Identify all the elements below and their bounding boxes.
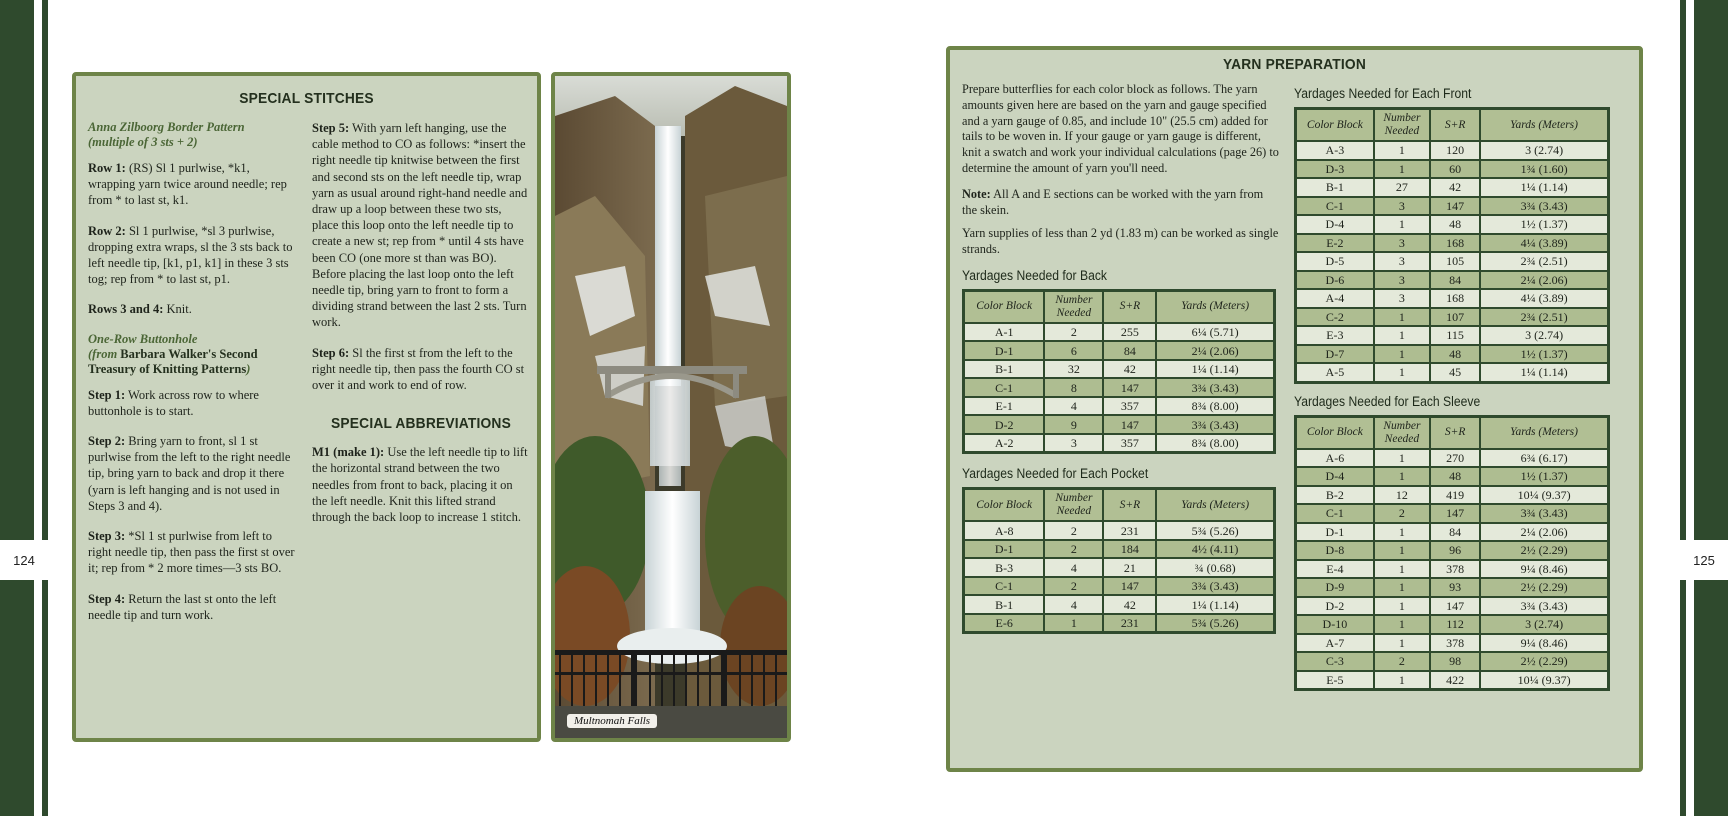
table-header-row — [964, 290, 1275, 323]
cell-yards-meters: 1¼ (1.14) — [1156, 595, 1274, 614]
table-row — [1296, 634, 1609, 653]
cell-number-needed: 1 — [1374, 671, 1430, 690]
cell-color-block: D-1 — [1296, 523, 1374, 542]
cell-yards-meters: ¾ (0.68) — [1156, 558, 1274, 577]
cell-yards-meters: 1½ (1.37) — [1480, 215, 1608, 234]
header-number-needed: Number Needed — [1044, 290, 1103, 323]
step1-instruction: Step 1: Work across row to where buttonhole is to start. — [88, 387, 259, 418]
header-sr: S+R — [1103, 290, 1156, 323]
table-row — [964, 558, 1275, 577]
table-row — [1296, 234, 1609, 253]
cell-sr: 98 — [1430, 652, 1480, 671]
front-table-title: Yardages Needed for Each Front — [1294, 86, 1472, 101]
cell-sr: 168 — [1430, 234, 1480, 253]
cell-color-block: B-1 — [964, 595, 1045, 614]
table-row — [1296, 486, 1609, 505]
cell-yards-meters: 1¼ (1.14) — [1480, 178, 1608, 197]
step5-instruction: Step 5: With yarn left hanging, use the cable method to CO as follows: *insert the right needle tip knitwise between the first and second sts on the left needle tip, wrap yarn as usual around right-hand needle and draw up a loop between these two sts, place this loop onto the left needle tip to create a new st; rep from * until 4 sts have been CO (one more st than was BO). Before placing the last loop onto the left needle tip, bring yarn to front to form a dividing strand between the last 2 sts. Turn work. — [312, 121, 528, 330]
table-row — [964, 540, 1275, 559]
cell-color-block: D-9 — [1296, 578, 1374, 597]
cell-color-block: D-8 — [1296, 541, 1374, 560]
cell-number-needed: 2 — [1044, 521, 1103, 540]
waterfall-photo — [551, 72, 791, 742]
cell-number-needed: 2 — [1044, 577, 1103, 596]
table-row — [1296, 523, 1609, 542]
sleeve-yardage-table — [1294, 415, 1610, 692]
cell-color-block: D-10 — [1296, 615, 1374, 634]
cell-yards-meters: 1¼ (1.14) — [1480, 363, 1608, 382]
header-color-block: Color Block — [1296, 416, 1374, 449]
cell-number-needed: 4 — [1044, 558, 1103, 577]
cell-yards-meters: 3¾ (3.43) — [1156, 415, 1274, 434]
table-row — [1296, 671, 1609, 690]
cell-sr: 112 — [1430, 615, 1480, 634]
back-table-title: Yardages Needed for Back — [962, 267, 1107, 283]
cell-sr: 147 — [1430, 197, 1480, 216]
cell-color-block: E-6 — [964, 614, 1045, 633]
cell-number-needed: 4 — [1044, 397, 1103, 416]
table-row — [1296, 615, 1609, 634]
cell-yards-meters: 10¼ (9.37) — [1480, 486, 1608, 505]
cell-number-needed: 1 — [1374, 578, 1430, 597]
table-row — [1296, 271, 1609, 290]
step2-instruction: Step 2: Bring yarn to front, sl 1 st purlwise from the left to the right needle tip, bring yarn to back and drop it there (yarn is left hanging and is not used in Steps 3 and 4). — [88, 434, 291, 513]
cell-number-needed: 2 — [1044, 323, 1103, 342]
photo-caption: Multnomah Falls — [567, 714, 657, 728]
cell-number-needed: 1 — [1374, 467, 1430, 486]
cell-sr: 147 — [1103, 415, 1156, 434]
cell-sr: 93 — [1430, 578, 1480, 597]
cell-yards-meters: 2½ (2.29) — [1480, 541, 1608, 560]
cell-yards-meters: 3 (2.74) — [1480, 615, 1608, 634]
cell-color-block: A-3 — [1296, 141, 1374, 160]
left-edge-stripe — [0, 0, 34, 816]
cell-sr: 96 — [1430, 541, 1480, 560]
cell-number-needed: 1 — [1374, 215, 1430, 234]
cell-sr: 378 — [1430, 634, 1480, 653]
yarn-preparation-title: YARN PREPARATION — [1222, 56, 1367, 73]
header-sr: S+R — [1430, 109, 1480, 142]
cell-yards-meters: 2¼ (2.06) — [1156, 341, 1274, 360]
cell-yards-meters: 1½ (1.37) — [1480, 345, 1608, 364]
cell-yards-meters: 2¾ (2.51) — [1480, 252, 1608, 271]
cell-yards-meters: 5¾ (5.26) — [1156, 614, 1274, 633]
table-row — [1296, 160, 1609, 179]
cell-number-needed: 1 — [1374, 308, 1430, 327]
cell-number-needed: 1 — [1374, 160, 1430, 179]
cell-number-needed: 3 — [1374, 252, 1430, 271]
rows34-instruction: Rows 3 and 4: Knit. — [88, 302, 192, 317]
table-row — [1296, 449, 1609, 468]
table-row — [964, 397, 1275, 416]
cell-color-block: C-2 — [1296, 308, 1374, 327]
cell-color-block: A-8 — [964, 521, 1045, 540]
step6-instruction: Step 6: Sl the first st from the left to the right needle tip, then pass the fourth CO st over it and work to end of row. — [312, 345, 525, 393]
cell-color-block: B-1 — [1296, 178, 1374, 197]
cell-sr: 48 — [1430, 467, 1480, 486]
sleeve-table-title: Yardages Needed for Each Sleeve — [1294, 393, 1481, 409]
stitches-column-1 — [88, 120, 298, 637]
cell-number-needed: 2 — [1374, 504, 1430, 523]
cell-color-block: D-3 — [1296, 160, 1374, 179]
special-abbreviations-title: SPECIAL ABBREVIATIONS — [331, 415, 511, 433]
cell-yards-meters: 8¾ (8.00) — [1156, 397, 1274, 416]
cell-number-needed: 1 — [1374, 597, 1430, 616]
cell-color-block: B-2 — [1296, 486, 1374, 505]
yarn-preparation-panel — [946, 46, 1643, 772]
cell-number-needed: 4 — [1044, 595, 1103, 614]
cell-number-needed: 1 — [1374, 449, 1430, 468]
cell-yards-meters: 2¼ (2.06) — [1480, 271, 1608, 290]
cell-yards-meters: 1¼ (1.14) — [1156, 360, 1274, 379]
cell-color-block: A-6 — [1296, 449, 1374, 468]
table-row — [964, 323, 1275, 342]
table-row — [964, 521, 1275, 540]
cell-number-needed: 27 — [1374, 178, 1430, 197]
cell-color-block: B-3 — [964, 558, 1045, 577]
yarn-prep-column-2 — [1294, 86, 1610, 691]
cell-sr: 42 — [1430, 178, 1480, 197]
cell-sr: 270 — [1430, 449, 1480, 468]
cell-yards-meters: 3¾ (3.43) — [1480, 504, 1608, 523]
cell-sr: 378 — [1430, 560, 1480, 579]
cell-color-block: E-3 — [1296, 326, 1374, 345]
cell-sr: 357 — [1103, 397, 1156, 416]
cell-number-needed: 12 — [1374, 486, 1430, 505]
cell-yards-meters: 9¼ (8.46) — [1480, 560, 1608, 579]
cell-sr: 147 — [1103, 577, 1156, 596]
front-yardage-table — [1294, 107, 1610, 384]
step3-instruction: Step 3: *Sl 1 st purlwise from left to right needle tip, then pass the first st over it; rep from * 2 more times—3 sts BO. — [88, 529, 295, 576]
special-stitches-panel — [72, 72, 541, 742]
cell-sr: 147 — [1430, 597, 1480, 616]
cell-sr: 21 — [1103, 558, 1156, 577]
pocket-table-title: Yardages Needed for Each Pocket — [962, 466, 1149, 482]
cell-sr: 42 — [1103, 360, 1156, 379]
cell-number-needed: 1 — [1044, 614, 1103, 633]
cell-color-block: E-4 — [1296, 560, 1374, 579]
cell-yards-meters: 4¼ (3.89) — [1480, 234, 1608, 253]
cell-color-block: C-1 — [1296, 197, 1374, 216]
cell-number-needed: 3 — [1374, 234, 1430, 253]
cell-sr: 48 — [1430, 345, 1480, 364]
header-yards-meters: Yards (Meters) — [1480, 416, 1608, 449]
cell-color-block: C-1 — [964, 577, 1045, 596]
right-edge-stripe — [1694, 0, 1728, 816]
header-sr: S+R — [1103, 489, 1156, 522]
header-number-needed: Number Needed — [1374, 416, 1430, 449]
cell-color-block: C-1 — [964, 378, 1045, 397]
cell-sr: 255 — [1103, 323, 1156, 342]
cell-sr: 84 — [1430, 523, 1480, 542]
table-row — [1296, 597, 1609, 616]
cell-number-needed: 3 — [1374, 197, 1430, 216]
cell-yards-meters: 2½ (2.29) — [1480, 652, 1608, 671]
cell-yards-meters: 2¾ (2.51) — [1480, 308, 1608, 327]
table-row — [964, 378, 1275, 397]
table-row — [1296, 345, 1609, 364]
cell-color-block: D-6 — [1296, 271, 1374, 290]
cell-color-block: C-3 — [1296, 652, 1374, 671]
cell-color-block: E-1 — [964, 397, 1045, 416]
cell-sr: 84 — [1430, 271, 1480, 290]
table-row — [1296, 215, 1609, 234]
cell-sr: 419 — [1430, 486, 1480, 505]
cell-yards-meters: 3¾ (3.43) — [1156, 577, 1274, 596]
cell-yards-meters: 3 (2.74) — [1480, 141, 1608, 160]
table-row — [1296, 252, 1609, 271]
cell-sr: 184 — [1103, 540, 1156, 559]
table-row — [1296, 652, 1609, 671]
cell-sr: 357 — [1103, 434, 1156, 453]
cell-yards-meters: 4½ (4.11) — [1156, 540, 1274, 559]
table-row — [1296, 467, 1609, 486]
multnomah-falls-illustration — [555, 76, 787, 738]
table-row — [1296, 178, 1609, 197]
header-color-block: Color Block — [1296, 109, 1374, 142]
pocket-yardage-table — [962, 487, 1276, 634]
cell-sr: 60 — [1430, 160, 1480, 179]
table-row — [964, 360, 1275, 379]
cell-color-block: A-4 — [1296, 289, 1374, 308]
cell-yards-meters: 10¼ (9.37) — [1480, 671, 1608, 690]
cell-number-needed: 9 — [1044, 415, 1103, 434]
cell-number-needed: 1 — [1374, 634, 1430, 653]
cell-sr: 147 — [1103, 378, 1156, 397]
cell-color-block: D-7 — [1296, 345, 1374, 364]
stitches-column-2 — [312, 120, 530, 539]
cell-number-needed: 1 — [1374, 345, 1430, 364]
cell-color-block: C-1 — [1296, 504, 1374, 523]
cell-color-block: D-2 — [964, 415, 1045, 434]
cell-sr: 231 — [1103, 521, 1156, 540]
step4-instruction: Step 4: Return the last st onto the left needle tip and turn work. — [88, 591, 277, 622]
cell-color-block: D-5 — [1296, 252, 1374, 271]
cell-sr: 105 — [1430, 252, 1480, 271]
cell-sr: 45 — [1430, 363, 1480, 382]
header-yards-meters: Yards (Meters) — [1480, 109, 1608, 142]
yarn-prep-supplies: Yarn supplies of less than 2 yd (1.83 m) can be worked as single strands. — [962, 226, 1279, 257]
table-row — [964, 614, 1275, 633]
buttonhole-title-2: (from Barbara Walker's Second Treasury of Knitting Patterns) — [88, 346, 258, 376]
yarn-prep-note: Note: All A and E sections can be worked with the yarn from the skein. — [962, 186, 1264, 217]
table-row — [964, 577, 1275, 596]
page-number-right: 125 — [1680, 540, 1728, 580]
table-row — [1296, 541, 1609, 560]
cell-color-block: D-4 — [1296, 467, 1374, 486]
cell-number-needed: 1 — [1374, 615, 1430, 634]
header-number-needed: Number Needed — [1374, 109, 1430, 142]
cell-yards-meters: 3¾ (3.43) — [1156, 378, 1274, 397]
cell-color-block: D-4 — [1296, 215, 1374, 234]
cell-yards-meters: 3¾ (3.43) — [1480, 597, 1608, 616]
cell-number-needed: 1 — [1374, 523, 1430, 542]
table-row — [1296, 197, 1609, 216]
buttonhole-title-1: One-Row Buttonhole — [88, 331, 198, 346]
cell-number-needed: 3 — [1374, 271, 1430, 290]
cell-color-block: A-2 — [964, 434, 1045, 453]
cell-color-block: B-1 — [964, 360, 1045, 379]
header-yards-meters: Yards (Meters) — [1156, 489, 1274, 522]
cell-number-needed: 3 — [1044, 434, 1103, 453]
yarn-prep-column-1 — [962, 82, 1280, 634]
table-row — [1296, 578, 1609, 597]
cell-number-needed: 3 — [1374, 289, 1430, 308]
cell-yards-meters: 2¼ (2.06) — [1480, 523, 1608, 542]
cell-color-block: D-1 — [964, 540, 1045, 559]
cell-yards-meters: 4¼ (3.89) — [1480, 289, 1608, 308]
cell-number-needed: 6 — [1044, 341, 1103, 360]
cell-color-block: A-1 — [964, 323, 1045, 342]
header-number-needed: Number Needed — [1044, 489, 1103, 522]
cell-color-block: D-2 — [1296, 597, 1374, 616]
header-sr: S+R — [1430, 416, 1480, 449]
header-yards-meters: Yards (Meters) — [1156, 290, 1274, 323]
cell-sr: 422 — [1430, 671, 1480, 690]
table-row — [1296, 308, 1609, 327]
row1-instruction: Row 1: (RS) Sl 1 purlwise, *k1, wrapping yarn twice around needle; rep from * to last st, k1. — [88, 161, 287, 208]
table-row — [1296, 141, 1609, 160]
right-edge-stripe-thin — [1680, 0, 1686, 816]
cell-sr: 147 — [1430, 504, 1480, 523]
cell-yards-meters: 6¾ (6.17) — [1480, 449, 1608, 468]
cell-number-needed: 2 — [1044, 540, 1103, 559]
table-row — [1296, 289, 1609, 308]
cell-number-needed: 1 — [1374, 326, 1430, 345]
cell-sr: 42 — [1103, 595, 1156, 614]
cell-color-block: A-7 — [1296, 634, 1374, 653]
header-color-block: Color Block — [964, 290, 1045, 323]
cell-number-needed: 1 — [1374, 541, 1430, 560]
cell-number-needed: 2 — [1374, 652, 1430, 671]
anna-pattern-title-1: Anna Zilboorg Border Pattern — [88, 120, 245, 134]
row2-instruction: Row 2: Sl 1 purlwise, *sl 3 purlwise, dropping extra wraps, sl the 3 sts back to left needle tip, [k1, p1, k1] in these 3 sts tog; rep from * to last st, p1. — [88, 223, 293, 287]
cell-sr: 84 — [1103, 341, 1156, 360]
cell-number-needed: 32 — [1044, 360, 1103, 379]
special-stitches-title: SPECIAL STITCHES — [239, 90, 374, 107]
cell-color-block: E-5 — [1296, 671, 1374, 690]
cell-yards-meters: 2½ (2.29) — [1480, 578, 1608, 597]
table-header-row — [1296, 109, 1609, 142]
table-row — [1296, 363, 1609, 382]
cell-sr: 48 — [1430, 215, 1480, 234]
cell-sr: 120 — [1430, 141, 1480, 160]
back-yardage-table — [962, 289, 1276, 455]
cell-color-block: A-5 — [1296, 363, 1374, 382]
cell-yards-meters: 8¾ (8.00) — [1156, 434, 1274, 453]
table-row — [1296, 326, 1609, 345]
cell-number-needed: 1 — [1374, 560, 1430, 579]
cell-sr: 168 — [1430, 289, 1480, 308]
yarn-prep-intro: Prepare butterflies for each color block as follows. The yarn amounts given here are based on the yarn and gauge specified and a yarn gauge of 0.85, and include 10" (25.5 cm) added for tails to be woven in. If your gauge or yarn gauge is different, knit a swatch and work your individual calculations (page 26) to determine the amount of yarn you'll need. — [962, 82, 1279, 175]
cell-sr: 231 — [1103, 614, 1156, 633]
cell-yards-meters: 3 (2.74) — [1480, 326, 1608, 345]
cell-sr: 115 — [1430, 326, 1480, 345]
m1-instruction: M1 (make 1): Use the left needle tip to lift the horizontal strand between the two needles from front to back, placing it on the left needle. Knit this lifted strand through the back loop to increase 1 stitch. — [312, 445, 528, 525]
anna-pattern-title-2: (multiple of 3 sts + 2) — [88, 135, 198, 149]
page-number-left: 124 — [0, 540, 48, 580]
table-header-row — [1296, 416, 1609, 449]
cell-yards-meters: 6¼ (5.71) — [1156, 323, 1274, 342]
cell-number-needed: 1 — [1374, 363, 1430, 382]
cell-yards-meters: 5¾ (5.26) — [1156, 521, 1274, 540]
cell-yards-meters: 3¾ (3.43) — [1480, 197, 1608, 216]
table-row — [1296, 560, 1609, 579]
left-edge-stripe-thin — [42, 0, 48, 816]
cell-number-needed: 1 — [1374, 141, 1430, 160]
cell-yards-meters: 1½ (1.37) — [1480, 467, 1608, 486]
table-row — [964, 595, 1275, 614]
table-row — [964, 434, 1275, 453]
table-row — [964, 341, 1275, 360]
cell-number-needed: 8 — [1044, 378, 1103, 397]
cell-color-block: D-1 — [964, 341, 1045, 360]
cell-color-block: E-2 — [1296, 234, 1374, 253]
cell-yards-meters: 9¼ (8.46) — [1480, 634, 1608, 653]
cell-sr: 107 — [1430, 308, 1480, 327]
header-color-block: Color Block — [964, 489, 1045, 522]
table-row — [1296, 504, 1609, 523]
table-row — [964, 415, 1275, 434]
cell-yards-meters: 1¾ (1.60) — [1480, 160, 1608, 179]
table-header-row — [964, 489, 1275, 522]
